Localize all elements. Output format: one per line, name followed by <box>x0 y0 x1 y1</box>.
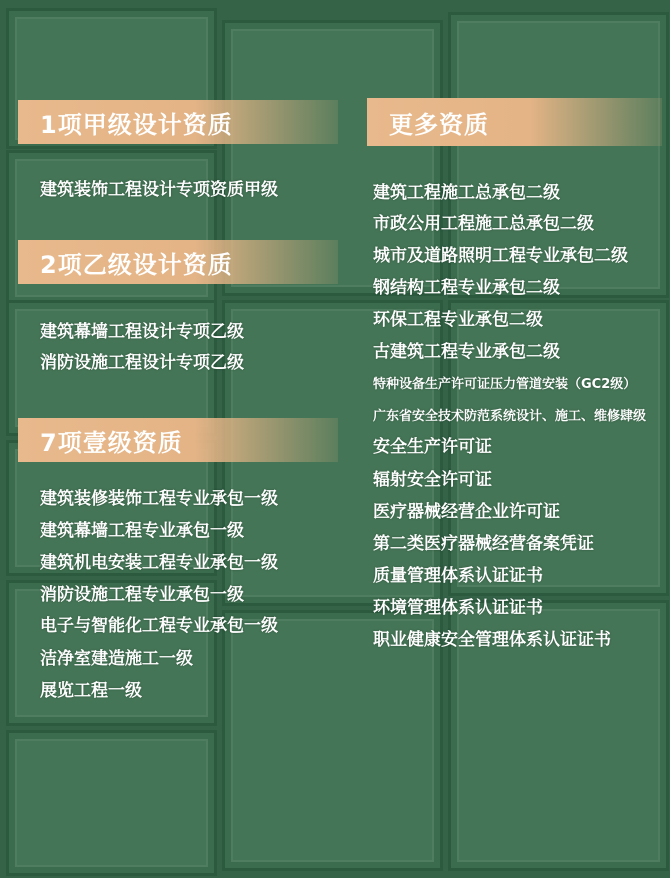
list-item: 医疗器械经营企业许可证 <box>373 502 560 522</box>
section-header-class-1 <box>18 418 338 462</box>
list-item: 钢结构工程专业承包二级 <box>373 278 560 298</box>
list-item: 第二类医疗器械经营备案凭证 <box>373 534 594 554</box>
section-header-class-a-design <box>18 100 338 144</box>
list-item: 市政公用工程施工总承包二级 <box>373 214 594 234</box>
list-item: 广东省安全技术防范系统设计、施工、维修肆级 <box>373 409 647 424</box>
list-item: 消防设施工程设计专项乙级 <box>40 353 244 373</box>
list-item: 建筑装修装饰工程专业承包一级 <box>40 489 278 509</box>
list-item: 古建筑工程专业承包二级 <box>373 342 560 362</box>
list-item: 环保工程专业承包二级 <box>373 310 543 330</box>
list-item: 安全生产许可证 <box>373 437 492 457</box>
section-header-class-b-design <box>18 240 338 284</box>
list-item: 消防设施工程专业承包一级 <box>40 585 244 605</box>
list-item: 辐射安全许可证 <box>373 470 492 490</box>
list-item: 建筑幕墙工程专业承包一级 <box>40 521 244 541</box>
list-item: 特种设备生产许可证压力管道安装（GC2级） <box>373 377 637 392</box>
list-item: 建筑装饰工程设计专项资质甲级 <box>40 180 278 200</box>
list-item: 城市及道路照明工程专业承包二级 <box>373 246 628 266</box>
list-item: 建筑机电安装工程专业承包一级 <box>40 553 278 573</box>
list-item: 质量管理体系认证证书 <box>373 566 543 586</box>
list-item: 建筑工程施工总承包二级 <box>373 183 560 203</box>
section-title: 2项乙级设计资质 <box>40 250 233 279</box>
section-title: 7项壹级资质 <box>40 428 183 457</box>
list-item: 洁净室建造施工一级 <box>40 649 193 669</box>
list-item: 职业健康安全管理体系认证证书 <box>373 630 611 650</box>
list-item: 环境管理体系认证证书 <box>373 598 543 618</box>
list-item: 展览工程一级 <box>40 681 142 701</box>
list-item: 电子与智能化工程专业承包一级 <box>40 616 278 636</box>
list-item: 建筑幕墙工程设计专项乙级 <box>40 322 244 342</box>
section-title: 更多资质 <box>389 110 489 139</box>
section-header-more <box>367 98 662 146</box>
section-title: 1项甲级设计资质 <box>40 110 233 139</box>
